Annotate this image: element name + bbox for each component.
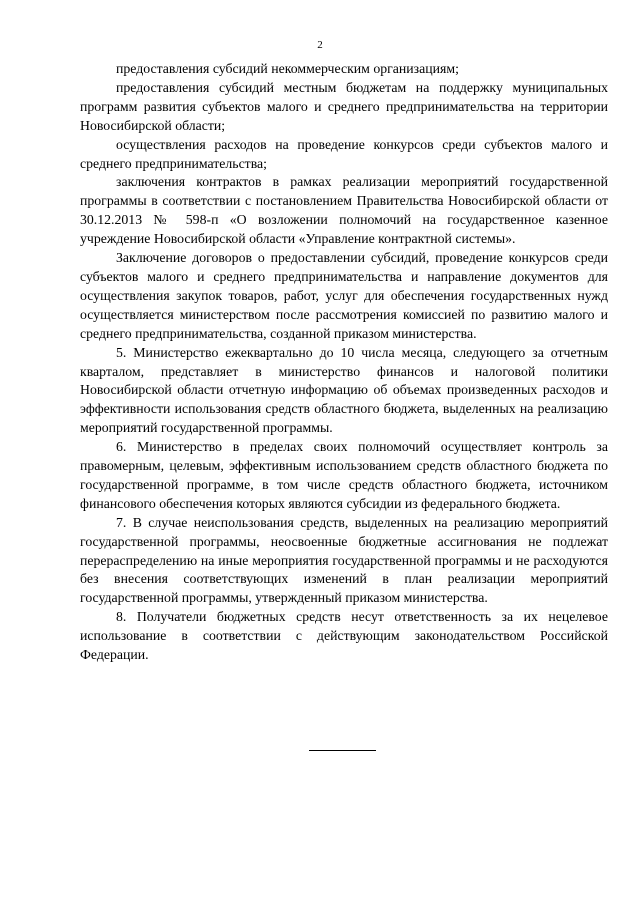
paragraph-subsidies-local-budgets: предоставления субсидий местным бюджетам на поддержку муниципальных программ развития субъектов малого и среднего предпринимательства на территории Новосибирской области;: [80, 79, 608, 133]
paragraph-item-8: 8. Получатели бюджетных средств несут ответственность за их нецелевое использование в соответствии с действующим законодательством Российской Федерации.: [80, 609, 608, 663]
paragraph-item-7: 7. В случае неиспользования средств, выделенных на реализацию мероприятий государственной программы, неосвоенные бюджетные ассигнования не подлежат перераспределению на иные мероприятия государственной программы и не расходуются без внесения соответствующих изменений в план реализации мероприятий государственной программы, утвержденный приказом министерства.: [80, 514, 608, 606]
page-number: 2: [317, 39, 323, 51]
paragraph-item-6: 6. Министерство в пределах своих полномочий осуществляет контроль за правомерным, целевым, эффективным использованием средств областного бюджета по государственной программе, в том числе средств областного бюджета, источником финансового обеспечения которых являются субсидии из федерального бюджета.: [80, 439, 608, 511]
paragraph-contest-expenses: осуществления расходов на проведение конкурсов среди субъектов малого и среднего предпринимательства;: [80, 136, 608, 171]
paragraph-contracts: заключения контрактов в рамках реализации мероприятий государственной программы в соответствии с постановлением Правительства Новосибирской области от 30.12.2013 № 598-п «О возложении полномочий на государственное казенное учреждение Новосибирской области «Управление контрактной системы».: [80, 174, 608, 247]
paragraph-item-5: 5. Министерство ежеквартально до 10 числа месяца, следующего за отчетным кварталом, представляет в министерство финансов и налоговой политики Новосибирской области отчетную информацию об объемах произведенных расходов и эффективности использования средств областного бюджета, выделенных на реализацию мероприятий государственной программы.: [80, 344, 608, 436]
document-body: [80, 60, 608, 665]
end-of-text-rule: [309, 750, 376, 751]
paragraph-agreements: Заключение договоров о предоставлении субсидий, проведение конкурсов среди субъектов малого и среднего предпринимательства и направление документов для осуществления закупок товаров, работ, услуг для обеспечения государственных нужд осуществляется министерством после рассмотрения комиссией по развитию малого и среднего предпринимательства, созданной приказом министерства.: [80, 250, 608, 341]
paragraph-subsidies-nonprofit: предоставления субсидий некоммерческим организациям;: [116, 61, 459, 76]
